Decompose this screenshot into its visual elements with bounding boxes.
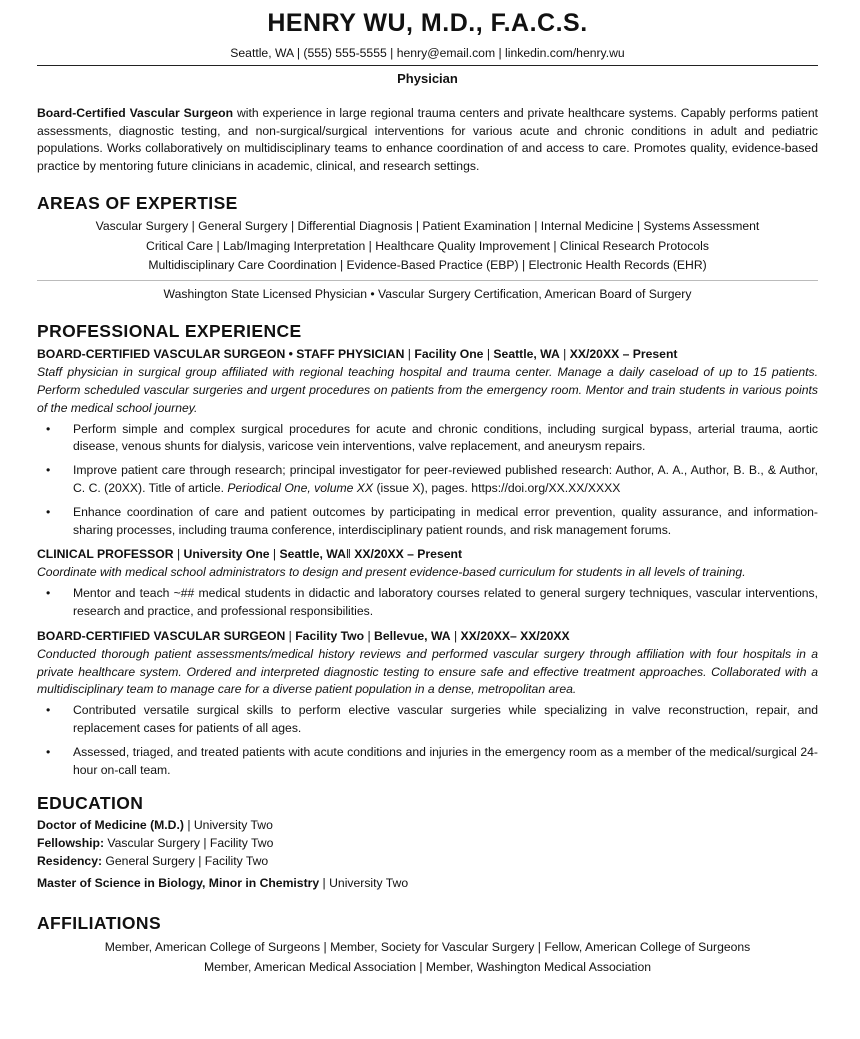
degree: Master of Science in Biology, Minor in Chemistry	[37, 875, 320, 890]
education-fellowship	[37, 835, 818, 853]
job-bullet: • Mentor and teach ~## medical students in didactic and laboratory courses related to general surgery techniques, vascular interventions, research and practice, and professional responsibilities.	[46, 586, 818, 619]
residency-value: General Surgery | Facility Two	[102, 854, 269, 868]
bullet-text: Contributed versatile surgical skills to perform elective vascular surgeries while specializing in valve reconstruction, repair, and replacement cases for patients of all ages.	[73, 703, 818, 736]
expertise-divider	[37, 280, 818, 281]
job-bullet: • Assessed, triaged, and treated patients with acute conditions and injuries in the emergency room as a member of the medical/surgical 24-hour on-call team.	[46, 744, 818, 777]
citation-tail: (issue X), pages. https://doi.org/XX.XX/XXXX	[373, 481, 621, 496]
job-role: BOARD-CERTIFIED VASCULAR SURGEON • STAFF PHYSICIAN	[37, 347, 405, 362]
residency-label: Residency:	[37, 854, 103, 868]
job-dates: XX/20XX– XX/20XX	[460, 628, 570, 643]
job-header: BOARD-CERTIFIED VASCULAR SURGEON | Facility Two | Bellevue, WA | XX/20XX– XX/20XX	[37, 628, 570, 643]
education-residency	[37, 853, 818, 871]
job-bullet: • Contributed versatile surgical skills to perform elective vascular surgeries while specializing in valve reconstruction, repair, and replacement cases for patients of all ages.	[46, 703, 818, 736]
job-location: Seattle, WA	[279, 547, 346, 562]
bullet-text: Perform simple and complex surgical procedures for acute and chronic conditions, including surgical bypass, arterial trauma, aortic disease, venous shunts for dialysis, varicose vein interventions, valve replacement, and aneurysm repairs.	[73, 421, 818, 454]
job-bullet: • Perform simple and complex surgical procedures for acute and chronic conditions, including surgical bypass, arterial trauma, aortic disease, venous shunts for dialysis, varicose vein interventions, valve replacement, and aneurysm repairs.	[46, 421, 818, 454]
affiliations-heading: AFFILIATIONS	[37, 912, 162, 933]
education-md	[37, 817, 818, 835]
certifications: Washington State Licensed Physician • Vascular Surgery Certification, American Board of Surgery	[163, 287, 692, 302]
job-dates: XX/20XX – Present	[354, 547, 463, 562]
job-org: Facility One	[414, 347, 484, 362]
summary	[37, 105, 818, 175]
bullet-text: Mentor and teach ~## medical students in didactic and laboratory courses related to general surgery techniques, vascular interventions, research and practice, and professional responsibilities.	[73, 586, 818, 619]
job-role: BOARD-CERTIFIED VASCULAR SURGEON	[37, 628, 286, 643]
job-header: BOARD-CERTIFIED VASCULAR SURGEON • STAFF PHYSICIAN | Facility One | Seattle, WA | XX/20XX – Present	[37, 347, 678, 362]
job-org: University One	[183, 547, 270, 562]
expertise-heading: AREAS OF EXPERTISE	[37, 193, 238, 214]
school: | University Two	[319, 875, 409, 890]
expertise-line: Critical Care | Lab/Imaging Interpretation | Healthcare Quality Improvement | Clinical Research Protocols	[146, 238, 709, 253]
job-description: Conducted thorough patient assessments/medical history reviews and performed vascular surgery through affiliation with four hospitals in a private healthcare system. Ordered and interpreted diagnostic testing to ensure safe and effective treatment approaches. Collaborated with a multidisciplinary team to manage care for a diverse patient population in a dense, metropolitan area.	[37, 646, 818, 697]
education-ms	[37, 875, 818, 893]
degree: Doctor of Medicine (M.D.)	[37, 818, 184, 833]
candidate-name: HENRY WU, M.D., F.A.C.S.	[267, 9, 588, 37]
job-header: CLINICAL PROFESSOR | University One | Seattle, WA‖ XX/20XX – Present	[37, 547, 463, 562]
school: | University Two	[183, 818, 273, 833]
bullet-text: Enhance coordination of care and patient outcomes by participating in medical error prevention, quality assurance, and information-sharing processes, including trauma conference, interdisciplinary patient rounds, and risk management forums.	[73, 504, 818, 537]
job-dates: XX/20XX – Present	[569, 347, 678, 362]
summary-text: with experience in large regional trauma centers and private healthcare systems. Capably performs patient assessments, diagnostic testing, and non-surgical/surgical interventions for various acute and chronic conditions in adult and pediatric populations. Works collaboratively on multidisciplinary teams to enhance coordination of and access to care. Promotes quality, evidence-based practice by mentoring future clinicians in academic, clinical, and research settings.	[37, 106, 818, 173]
fellowship-value: Vascular Surgery | Facility Two	[104, 836, 274, 851]
job-description: Coordinate with medical school administrators to design and present evidence-based curriculum for students in all levels of training.	[37, 565, 746, 580]
job-org: Facility Two	[295, 628, 365, 643]
job-entry	[37, 627, 818, 780]
job-bullet: • Enhance coordination of care and patient outcomes by participating in medical error prevention, quality assurance, and information-sharing processes, including trauma conference, interdisciplinary patient rounds, and risk management forums.	[46, 504, 818, 537]
contact-info: Seattle, WA | (555) 555-5555 | henry@email.com | linkedin.com/henry.wu	[230, 46, 625, 60]
job-bullet: • Improve patient care through research; principal investigator for peer-reviewed published research: Author, A. A., Author, B. B., & Author, C. C. (20XX). Title of article. Periodical One, volume XX (issue X), pages. https://doi.org/XX.XX/XXXX	[46, 463, 818, 496]
summary-lead: Board-Certified Vascular Surgeon	[37, 106, 234, 120]
fellowship-label: Fellowship:	[37, 836, 105, 851]
experience-heading: PROFESSIONAL EXPERIENCE	[37, 321, 302, 342]
job-role: CLINICAL PROFESSOR	[37, 547, 174, 562]
job-description: Staff physician in surgical group affiliated with regional teaching hospital and trauma center. Manage a daily caseload of up to 15 patients. Perform scheduled vascular surgeries and urgent procedures on patients from the emergency room. Mentor and train students in various points of the medical school journey.	[37, 365, 818, 415]
header-divider	[37, 65, 818, 66]
expertise-line: Vascular Surgery | General Surgery | Differential Diagnosis | Patient Examination | Internal Medicine | Systems Assessment	[95, 219, 760, 234]
job-location: Seattle, WA	[493, 347, 560, 362]
bullet-text: Improve patient care through research; principal investigator for peer-reviewed published research: Author, A. A., Author, B. B., & Author, C. C. (20XX). Title of article.	[73, 463, 818, 496]
affiliations-line: Member, American College of Surgeons | Member, Society for Vascular Surgery | Fellow, American College of Surgeons	[104, 939, 751, 954]
education-heading: EDUCATION	[37, 793, 144, 814]
job-entry	[37, 545, 818, 620]
job-location: Bellevue, WA	[374, 628, 451, 643]
job-entry	[37, 345, 818, 539]
expertise-line: Multidisciplinary Care Coordination | Evidence-Based Practice (EBP) | Electronic Health Records (EHR)	[148, 257, 707, 272]
citation-periodical: Periodical One, volume XX	[227, 481, 374, 496]
job-title: Physician	[397, 71, 458, 86]
bullet-text: Assessed, triaged, and treated patients with acute conditions and injuries in the emergency room as a member of the medical/surgical 24-hour on-call team.	[73, 744, 818, 777]
affiliations-line: Member, American Medical Association | Member, Washington Medical Association	[203, 959, 652, 974]
